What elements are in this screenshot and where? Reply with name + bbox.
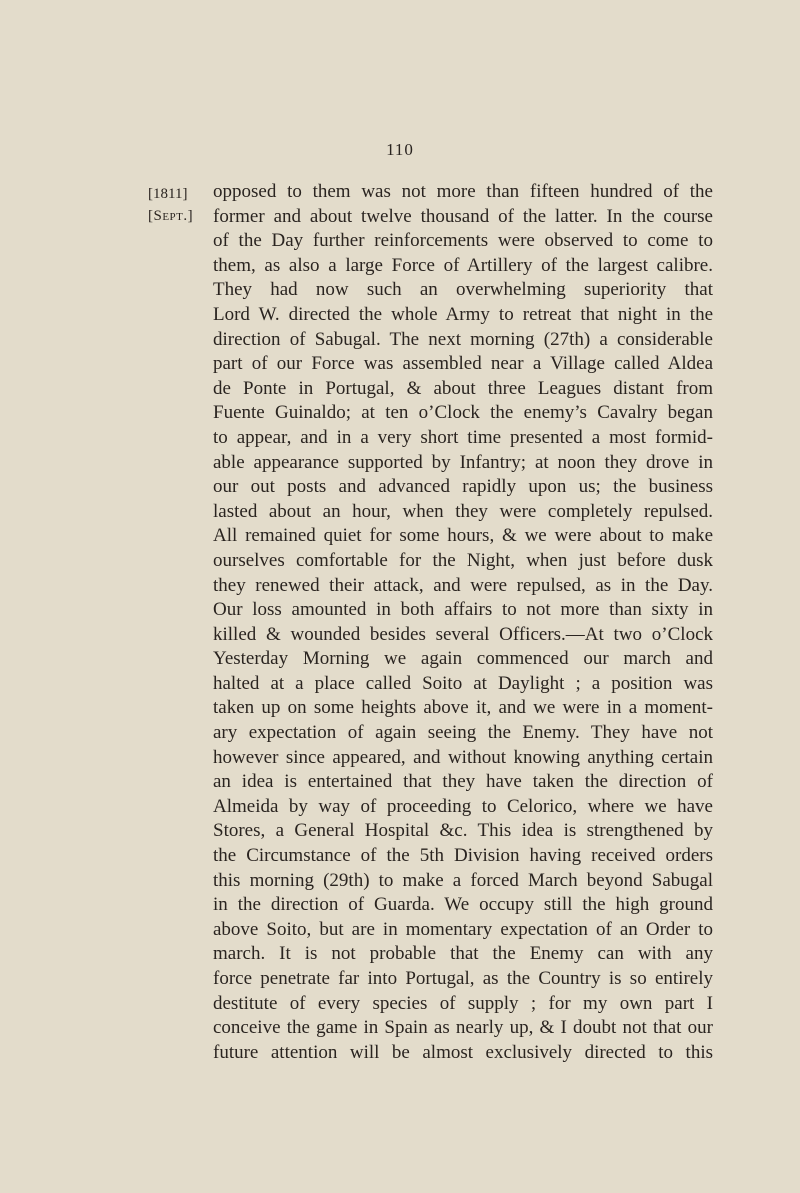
text-line: ourselves comfortable for the Night, when just before dusk [213,549,713,571]
text-line: conceive the game in Spain as nearly up, & I doubt not that our [213,1017,713,1039]
text-line: Lord W. directed the whole Army to retreat that night in the [213,303,713,325]
text-line: able appearance supported by Infantry; at noon they drove in [213,451,713,473]
text-line: above Soito, but are in momentary expectation of an Order to [213,918,713,940]
text-line: killed & wounded besides several Officers.—At two o’Clock [213,623,713,645]
text-line: former and about twelve thousand of the latter. In the course [213,205,713,227]
margin-note-year: [1811] [148,186,188,202]
margin-note-month: [Sept.] [148,208,194,224]
text-line: Stores, a General Hospital &c. This idea is strengthened by [213,820,713,842]
page-number: 110 [386,140,414,159]
text-line: Almeida by way of proceeding to Celorico, where we have [213,795,713,817]
text-line: them, as also a large Force of Artillery of the largest calibre. [213,254,713,276]
body-text [213,180,713,1065]
text-line: ary expectation of again seeing the Enemy. They have not [213,722,713,744]
text-line: in the direction of Guarda. We occupy still the high ground [213,894,713,916]
text-line: Fuente Guinaldo; at ten o’Clock the enemy’s Cavalry began [213,402,713,424]
text-line: to appear, and in a very short time presented a most formid- [213,426,713,448]
text-line: they renewed their attack, and were repulsed, as in the Day. [213,574,713,596]
text-line: our out posts and advanced rapidly upon us; the business [213,476,713,498]
text-line: lasted about an hour, when they were completely repulsed. [213,500,713,522]
text-line: All remained quiet for some hours, & we were about to make [213,525,713,547]
text-line: however since appeared, and without knowing anything certain [213,746,713,768]
text-line: They had now such an overwhelming superiority that [213,279,713,301]
text-line: force penetrate far into Portugal, as the Country is so entirely [213,968,713,989]
text-line: an idea is entertained that they have taken the direction of [213,771,713,793]
text-line: destitute of every species of supply ; for my own part I [213,992,713,1014]
text-line: the Circumstance of the 5th Division having received orders [213,845,713,867]
text-line: de Ponte in Portugal, & about three Leagues distant from [213,377,713,399]
text-line: future attention will be almost exclusively directed to this [213,1041,713,1063]
text-line: halted at a place called Soito at Daylight ; a position was [213,672,713,694]
text-line: opposed to them was not more than fifteen hundred of the [213,181,713,202]
text-line: Yesterday Morning we again commenced our march and [213,648,713,670]
text-line: Our loss amounted in both affairs to not more than sixty in [213,599,713,621]
text-line: this morning (29th) to make a forced March beyond Sabugal [213,869,713,891]
text-line: part of our Force was assembled near a Village called Aldea [213,353,713,375]
text-line: direction of Sabugal. The next morning (27th) a considerable [213,328,713,350]
text-line: march. It is not probable that the Enemy can with any [213,943,713,965]
text-line: of the Day further reinforcements were observed to come to [213,230,713,252]
text-line: taken up on some heights above it, and we were in a moment- [213,697,713,719]
